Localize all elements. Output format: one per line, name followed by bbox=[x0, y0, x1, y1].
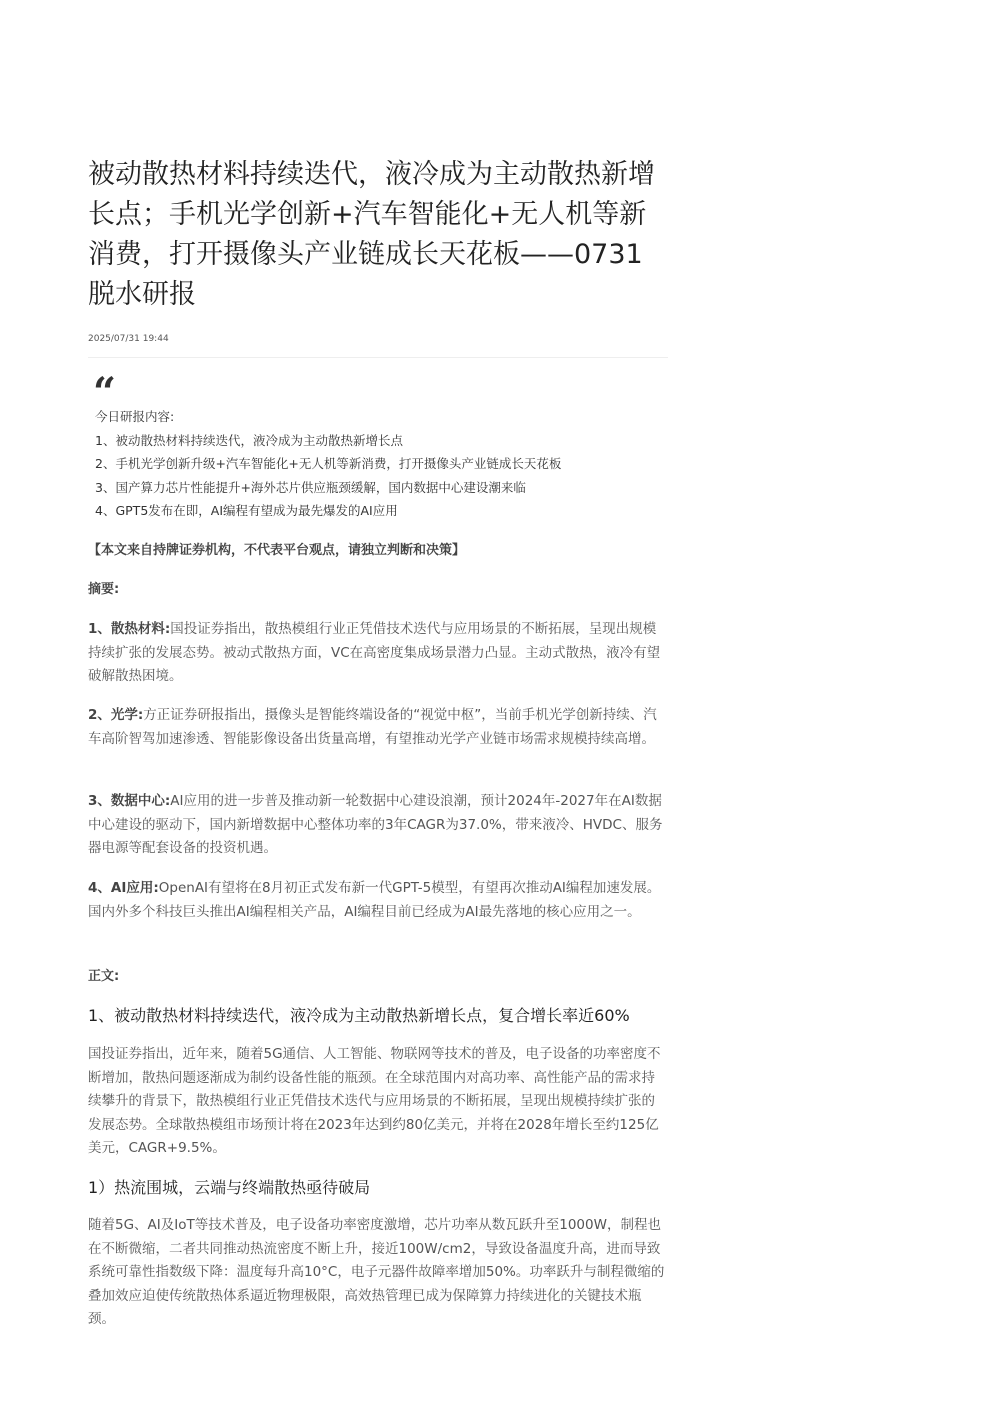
publish-date: 2025/07/31 19:44 bbox=[88, 334, 169, 344]
disclaimer-block bbox=[88, 539, 668, 562]
abstract-paragraph-text: AI应用的进一步普及推动新一轮数据中心建设浪潮，预计2024年-2027年在AI数据中心建设的驱动下，国内新增数据中心整体功率的3年CAGR为37.0%，带来液冷、HVDC、服务器电源等配套设备的投资机遇。 bbox=[88, 793, 663, 856]
abstract-item-3 bbox=[88, 790, 668, 861]
section-1-body bbox=[88, 1043, 668, 1161]
abstract-paragraph bbox=[88, 877, 668, 924]
abstract-label-block bbox=[88, 578, 668, 601]
abstract-label: 摘要: bbox=[88, 582, 120, 597]
subsection-paragraph: 随着5G、AI及IoT等技术普及，电子设备功率密度激增，芯片功率从数瓦跃升至1000W，制程也在不断微缩，二者共同推动热流密度不断上升，接近100W/cm2，导致设备温度升高，进而导致系统可靠性指数级下降：温度每升高10°C，电子元器件故障率增加50%。功率跃升与制程微缩的叠加效应迫使传统散热体系逼近物理极限，高效热管理已成为保障算力持续进化的关键技术瓶颈。 bbox=[88, 1217, 665, 1327]
abstract-paragraph-text: OpenAI有望将在8月初正式发布新一代GPT-5模型，有望再次推动AI编程加速发展。国内外多个科技巨头推出AI编程相关产品，AI编程目前已经成为AI最先落地的核心应用之一。 bbox=[88, 880, 661, 920]
abstract-paragraph-text: 国投证券指出，散热模组行业正凭借技术迭代与应用场景的不断拓展，呈现出规模持续扩张的发展态势。被动式散热方面，VC在高密度集成场景潜力凸显。主动式散热，液冷有望破解散热困境。 bbox=[88, 621, 661, 684]
article-header bbox=[88, 155, 668, 358]
abstract-paragraph-label: 2、光学: bbox=[88, 707, 144, 723]
abstract-item-4 bbox=[88, 877, 668, 924]
summary-item: 2、手机光学创新升级+汽车智能化+无人机等新消费，打开摄像头产业链成长天花板 bbox=[95, 456, 562, 472]
subsection-heading: 1）热流围城，云端与终端散热亟待破局 bbox=[88, 1178, 371, 1197]
abstract-paragraph bbox=[88, 618, 668, 689]
section-paragraph: 国投证券指出，近年来，随着5G通信、人工智能、物联网等技术的普及，电子设备的功率密度不断增加，散热问题逐渐成为制约设备性能的瓶颈。在全球范围内对高功率、高性能产品的需求持续攀升的背景下，散热模组行业正凭借技术迭代与应用场景的不断拓展，呈现出规模持续扩张的发展态势。全球散热模组市场预计将在2023年达到约80亿美元，并将在2028年增长至约125亿美元，CAGR+9.5%。 bbox=[88, 1046, 661, 1156]
abstract-paragraph-label: 3、数据中心: bbox=[88, 793, 171, 809]
summary-intro: 今日研报内容: bbox=[95, 409, 175, 424]
summary-item: 3、国产算力芯片性能提升+海外芯片供应瓶颈缓解，国内数据中心建设潮来临 bbox=[95, 479, 526, 495]
abstract-paragraph-text: 方正证券研报指出，摄像头是智能终端设备的“视觉中枢”，当前手机光学创新持续、汽车高阶智驾加速渗透、智能影像设备出货量高增，有望推动光学产业链市场需求规模持续高增。 bbox=[88, 707, 657, 747]
summary-item: 4、GPT5发布在即，AI编程有望成为最先爆发的AI应用 bbox=[95, 503, 398, 519]
section-1-heading-block bbox=[88, 1004, 668, 1028]
abstract-paragraph-label: 4、AI应用: bbox=[88, 880, 159, 896]
header-divider bbox=[88, 357, 668, 358]
summary-item: 1、被动散热材料持续迭代，液冷成为主动散热新增长点 bbox=[95, 432, 403, 448]
summary-block bbox=[95, 405, 665, 523]
subsection-1-heading-block bbox=[88, 1176, 668, 1200]
quote-icon: “ bbox=[93, 369, 117, 416]
disclaimer: 【本文来自持牌证券机构，不代表平台观点，请独立判断和决策】 bbox=[88, 543, 466, 558]
body-label-block bbox=[88, 965, 668, 988]
section-heading: 1、被动散热材料持续迭代，液冷成为主动散热新增长点，复合增长率近60% bbox=[88, 1006, 630, 1025]
subsection-1-body bbox=[88, 1214, 668, 1332]
body-label: 正文: bbox=[88, 969, 120, 984]
abstract-item-2 bbox=[88, 704, 668, 751]
abstract-paragraph bbox=[88, 790, 668, 861]
abstract-item-1 bbox=[88, 618, 668, 689]
abstract-paragraph bbox=[88, 704, 668, 751]
abstract-paragraph-label: 1、散热材料: bbox=[88, 621, 171, 637]
article-title: 被动散热材料持续迭代，液冷成为主动散热新增长点；手机光学创新+汽车智能化+无人机等新消费，打开摄像头产业链成长天花板——0731脱水研报 bbox=[88, 159, 655, 310]
